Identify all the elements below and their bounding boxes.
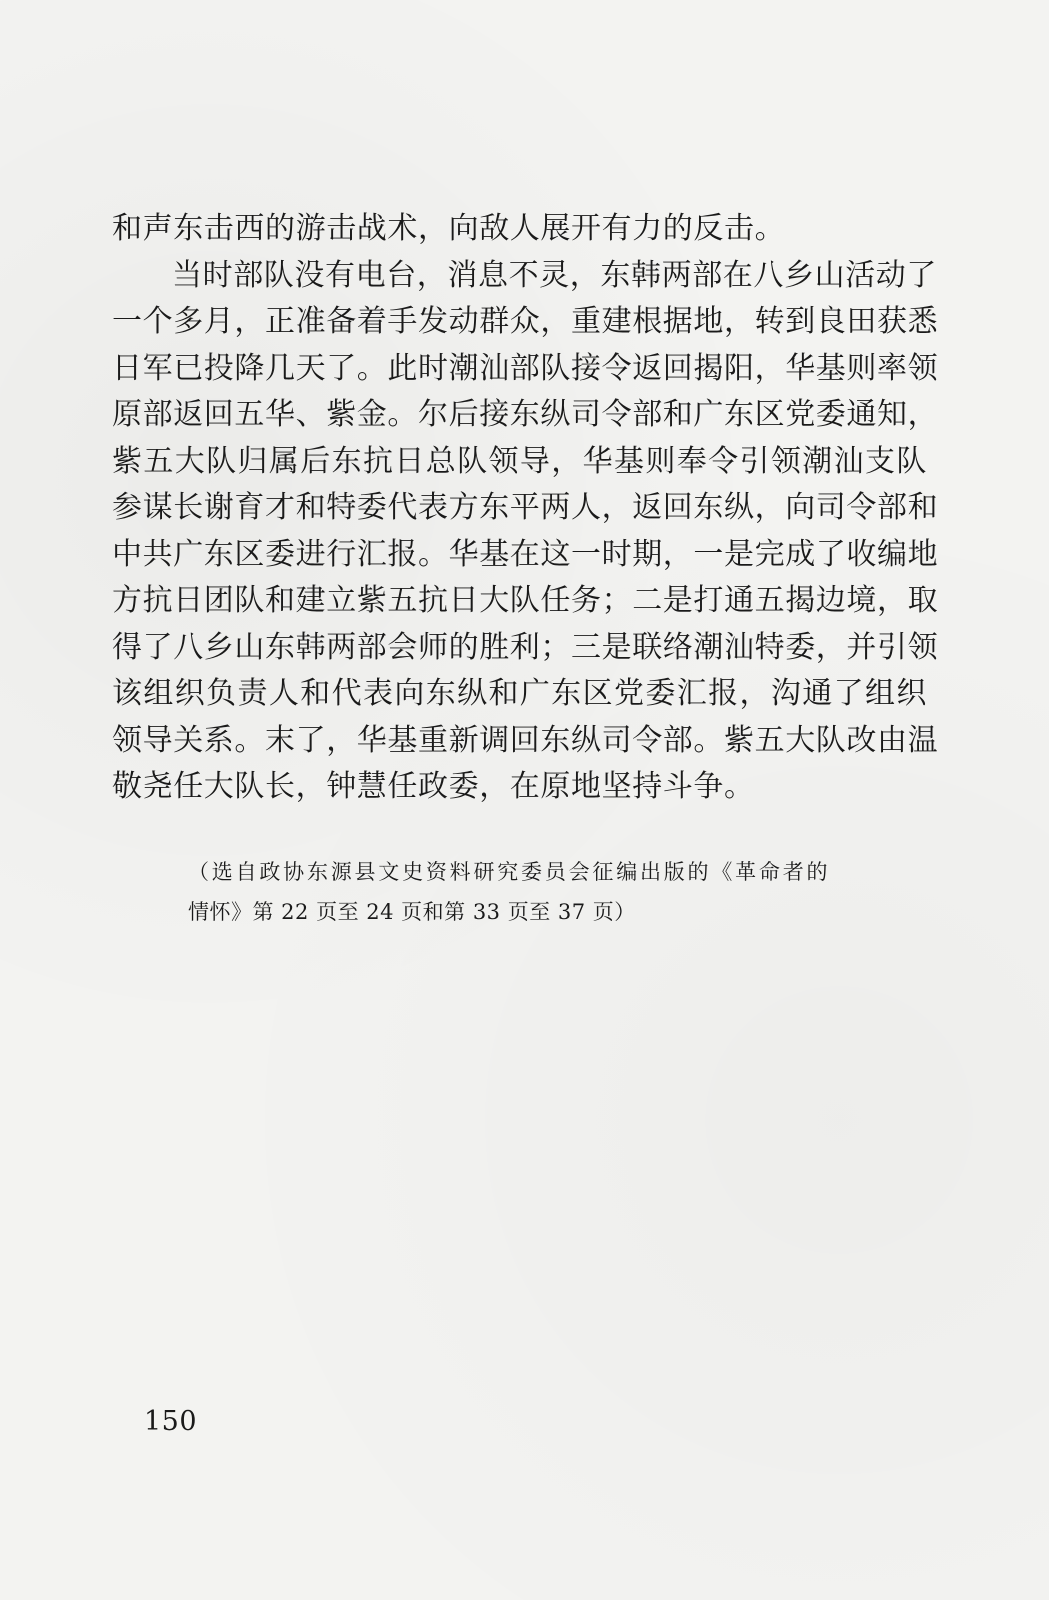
body-line: 参谋长谢育才和特委代表方东平两人，返回东纵，向司令部和 — [112, 490, 939, 525]
body-line-paragraph-start: 当时部队没有电台，消息不灵，东韩两部在八乡山活动了 — [172, 257, 937, 293]
body-line: 一个多月，正准备着手发动群众，重建根据地，转到良田获悉 — [112, 304, 939, 339]
body-line: 领导关系。末了，华基重新调回东纵司令部。紫五大队改由温 — [112, 722, 939, 758]
body-line: 该组织负责人和代表向东纵和广东区党委汇报，沟通了组织 — [112, 676, 927, 711]
body-line: 中共广东区委进行汇报。华基在这一时期，一是完成了收编地 — [112, 536, 939, 572]
source-citation — [188, 852, 828, 932]
page-number: 150 — [144, 1406, 198, 1437]
body-line-paragraph-end: 敬尧任大队长，钟慧任政委，在原地坚持斗争。 — [112, 769, 755, 804]
body-line: 方抗日团队和建立紫五抗日大队任务；二是打通五揭边境，取 — [112, 583, 939, 618]
body-line: 原部返回五华、紫金。尔后接东纵司令部和广东区党委通知， — [112, 397, 939, 432]
body-line: 紫五大队归属后东抗日总队领导，华基则奉令引领潮汕支队 — [112, 443, 927, 479]
source-citation-line: （选自政协东源县文史资料研究委员会征编出版的《革命者的 — [188, 860, 828, 884]
body-line: 和声东击西的游击战术，向敌人展开有力的反击。 — [112, 211, 786, 246]
body-line: 日军已投降几天了。此时潮汕部队接令返回揭阳，华基则率领 — [112, 350, 939, 386]
body-text — [112, 206, 939, 811]
source-citation-line: 情怀》第 22 页至 24 页和第 33 页至 37 页） — [188, 900, 636, 924]
body-line: 得了八乡山东韩两部会师的胜利；三是联络潮汕特委，并引领 — [112, 629, 939, 665]
